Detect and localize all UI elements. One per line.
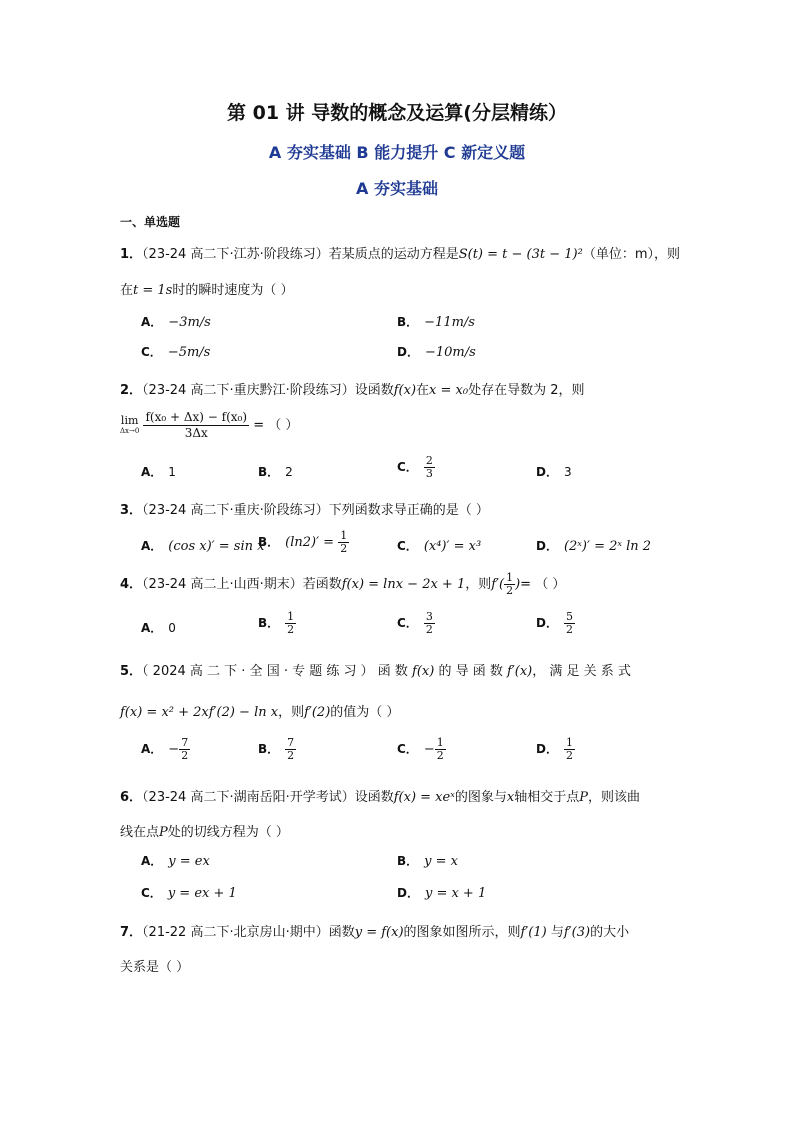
formula: S(t) = t − (3t − 1)² — [458, 247, 583, 262]
section-heading: 一、单选题 — [120, 215, 181, 229]
section-title: A 夯实基础 — [356, 179, 438, 198]
fraction — [285, 737, 296, 762]
option-a[interactable] — [141, 313, 211, 330]
denominator: 2 — [565, 623, 573, 636]
option-label: A． — [141, 854, 163, 868]
denominator: 3 — [425, 467, 433, 480]
option-d[interactable] — [397, 884, 486, 901]
question-5-line-1 — [120, 660, 631, 679]
option-b[interactable] — [258, 530, 349, 555]
question-3-line-1 — [120, 499, 489, 518]
option-text: (cos x)′ = sin x — [168, 539, 265, 554]
option-text: −11m/s — [424, 315, 475, 330]
option-label: C． — [397, 616, 418, 630]
option-c[interactable] — [141, 884, 237, 901]
limit — [120, 413, 140, 436]
question-number: 6． — [120, 790, 143, 805]
question-text: 的 导 函 数 — [438, 664, 503, 679]
fraction — [285, 611, 296, 636]
option-label: A． — [141, 465, 163, 479]
option-label: C． — [397, 742, 418, 756]
fraction — [564, 737, 575, 762]
denominator: 2 — [287, 623, 295, 636]
option-label: A． — [141, 621, 163, 635]
option-label: B． — [397, 854, 419, 868]
option-label: C． — [397, 460, 418, 474]
formula: f(x) — [412, 664, 435, 679]
option-text: y = x + 1 — [424, 886, 487, 901]
option-label: D． — [397, 886, 419, 900]
numerator: 1 — [287, 610, 295, 623]
question-source: （21-22 高二下·北京房山·期中）函数 — [142, 925, 355, 940]
formula: y = f(x) — [354, 925, 404, 940]
option-text: 3 — [563, 465, 572, 479]
option-d[interactable] — [536, 537, 651, 554]
question-text: 的图象与 — [454, 790, 507, 805]
numerator: 5 — [565, 610, 573, 623]
option-label: B． — [258, 742, 280, 756]
denominator: 2 — [436, 749, 444, 762]
option-sign: − — [168, 742, 180, 757]
fraction — [179, 737, 190, 762]
denominator: 3Δx — [184, 426, 208, 440]
option-text: y = x — [424, 854, 458, 869]
option-c[interactable] — [397, 537, 481, 554]
option-sign: − — [423, 742, 435, 757]
formula: P — [159, 825, 168, 840]
option-label: D． — [536, 539, 558, 553]
fraction — [143, 410, 249, 441]
fraction — [424, 455, 435, 480]
option-a[interactable] — [141, 852, 210, 869]
formula: f(x) = x² + 2xf′(2) − ln x — [120, 705, 279, 720]
option-d[interactable] — [536, 463, 572, 480]
limit-subscript: Δx→0 — [120, 426, 140, 435]
option-label: D． — [536, 742, 558, 756]
option-text: (2ˣ)′ = 2ˣ ln 2 — [563, 539, 652, 554]
question-1-line-2 — [120, 279, 293, 298]
option-b[interactable] — [258, 737, 296, 762]
question-text: 时的瞬时速度为（ ） — [172, 283, 294, 298]
denominator: 2 — [565, 749, 573, 762]
numerator: 1 — [340, 529, 348, 542]
option-b[interactable] — [397, 852, 458, 869]
numerator: 1 — [436, 736, 444, 749]
question-number: 7． — [120, 925, 143, 940]
question-4-line-1: 4．（23-24 高二上·山西·期末）若函数f(x) = lnx − 2x + 1，则f′( $\frac{1}{2}$ )= （ ） — [120, 571, 566, 597]
page-subtitle: A 夯实基础 B 能力提升 C 新定义题 — [268, 143, 526, 162]
option-text: (ln2)′ = — [285, 535, 339, 550]
option-label: B． — [397, 315, 419, 329]
question-source: （23-24 高二上·山西·期末）若函数 — [142, 577, 342, 592]
option-b[interactable] — [258, 611, 296, 636]
denominator: 2 — [340, 542, 348, 555]
question-source: （23-24 高二下·江苏·阶段练习）若某质点的运动方程是 — [142, 247, 459, 262]
question-source: （ 2024 高 二 下 · 全 国 · 专 题 练 习 ） 函 数 — [142, 664, 408, 679]
question-text: 处的切线方程为（ ） — [167, 825, 289, 840]
numerator: 7 — [181, 736, 189, 749]
formula: f′(3) — [563, 925, 591, 940]
formula: f′(x) — [507, 664, 533, 679]
question-7-line-1 — [120, 921, 629, 940]
fraction — [424, 611, 435, 636]
question-text: 线在点 — [120, 825, 160, 840]
formula: f(x) = lnx − 2x + 1 — [341, 577, 466, 592]
question-text: 的大小 — [590, 925, 630, 940]
option-text: −10m/s — [424, 345, 476, 360]
page-title: 第 01 讲 导数的概念及运算(分层精练） — [227, 102, 567, 124]
question-text: （单位：m），则 — [582, 247, 680, 262]
numerator: 7 — [287, 736, 295, 749]
option-d[interactable] — [536, 611, 575, 636]
formula: x = x₀ — [429, 383, 469, 398]
question-text: （23-24 高二下·重庆·阶段练习）下列函数求导正确的是（ ） — [142, 503, 489, 518]
numerator: 1 — [565, 736, 573, 749]
formula: P — [579, 790, 588, 805]
question-number: 3． — [120, 503, 143, 518]
option-label: C． — [141, 886, 162, 900]
option-text: −3m/s — [168, 315, 211, 330]
option-a[interactable] — [141, 737, 190, 762]
option-a[interactable] — [141, 463, 176, 480]
option-label: A． — [141, 315, 163, 329]
formula: t = 1s — [133, 283, 173, 298]
option-c[interactable] — [141, 343, 210, 360]
option-label: B． — [258, 535, 280, 549]
fraction — [435, 737, 446, 762]
question-text: 处存在导数为 2，则 — [468, 383, 585, 398]
option-text: −5m/s — [167, 345, 211, 360]
question-text: 轴相交于点 — [514, 790, 580, 805]
question-source: （23-24 高二下·重庆黔江·阶段练习）设函数 — [142, 383, 394, 398]
question-text: 的值为（ ） — [330, 705, 400, 720]
option-b[interactable] — [397, 313, 475, 330]
question-1-line-1 — [120, 243, 680, 262]
question-source: （23-24 高二下·湖南岳阳·开学考试）设函数 — [142, 790, 394, 805]
question-number: 5． — [120, 664, 143, 679]
option-c[interactable] — [397, 611, 435, 636]
question-7-line-2 — [120, 956, 189, 975]
option-label: C． — [141, 345, 162, 359]
formula: f′(2) — [304, 705, 331, 720]
formula: f(x) = xeˣ — [393, 790, 455, 805]
numerator: 1 — [506, 571, 514, 584]
question-text: ，则 — [278, 705, 305, 720]
option-text: 2 — [285, 465, 293, 479]
option-text: (x⁴)′ = x³ — [423, 539, 482, 554]
option-a[interactable] — [141, 619, 176, 636]
question-2-line-1 — [120, 379, 585, 398]
option-label: D． — [536, 465, 558, 479]
denominator: 2 — [425, 623, 433, 636]
limit-label: lim — [120, 413, 139, 427]
question-text: = （ ） — [520, 577, 566, 592]
option-c[interactable] — [397, 737, 446, 762]
question-6-line-2 — [120, 821, 289, 840]
denominator: 2 — [181, 749, 189, 762]
fraction — [504, 572, 515, 597]
fraction — [338, 530, 349, 555]
question-number: 4． — [120, 577, 143, 592]
numerator: 2 — [425, 454, 433, 467]
option-text: y = ex + 1 — [167, 886, 237, 901]
formula: f(x) — [393, 383, 417, 398]
formula: f′ — [491, 577, 500, 592]
denominator: 2 — [287, 749, 295, 762]
option-label: A． — [141, 742, 163, 756]
formula: x — [506, 790, 515, 805]
option-d[interactable] — [397, 343, 476, 360]
denominator: 2 — [506, 584, 514, 597]
option-d[interactable] — [536, 737, 575, 762]
question-text: 与 — [546, 925, 564, 940]
question-number: 2． — [120, 383, 143, 398]
numerator: 3 — [425, 610, 433, 623]
question-text: 在 — [416, 383, 430, 398]
option-label: D． — [397, 345, 419, 359]
option-text: 1 — [168, 465, 176, 479]
question-text: 关系是（ ） — [120, 960, 190, 975]
formula: f′(1) — [520, 925, 547, 940]
question-text: ，则 — [465, 577, 492, 592]
option-c[interactable] — [397, 455, 435, 480]
option-label: A． — [141, 539, 163, 553]
option-b[interactable] — [258, 463, 293, 480]
question-text: 的图象如图所示，则 — [403, 925, 521, 940]
option-label: B． — [258, 616, 280, 630]
question-6-line-1 — [120, 786, 640, 805]
question-text: ，则该曲 — [587, 790, 640, 805]
numerator: f(x₀ + Δx) − f(x₀) — [145, 410, 248, 424]
question-text: 在 — [120, 283, 134, 298]
question-text: ， 满 足 关 系 式 — [532, 664, 631, 679]
question-5-line-2 — [120, 701, 399, 720]
option-a[interactable] — [141, 537, 264, 554]
question-text: = （ ） — [253, 418, 299, 433]
question-2-line-2 — [120, 410, 298, 441]
option-text: 0 — [168, 621, 176, 635]
option-text: y = ex — [168, 854, 210, 869]
option-label: B． — [258, 465, 280, 479]
option-label: C． — [397, 539, 418, 553]
question-number: 1． — [120, 247, 143, 262]
option-label: D． — [536, 616, 558, 630]
fraction — [564, 611, 575, 636]
